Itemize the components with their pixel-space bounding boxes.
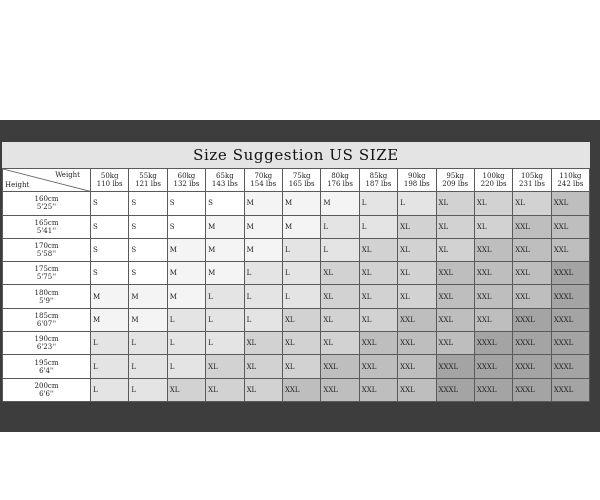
size-cell: M xyxy=(282,192,320,215)
height-header-cell xyxy=(3,238,91,261)
size-cell: M xyxy=(282,215,320,238)
table-row xyxy=(3,238,590,261)
size-cell: XXXL xyxy=(513,308,551,331)
size-cell: L xyxy=(206,308,244,331)
height-header-cell xyxy=(3,262,91,285)
size-cell: XXL xyxy=(359,378,397,401)
weight-header-cell xyxy=(91,169,129,192)
size-cell: XXL xyxy=(513,262,551,285)
weight-lbs: 121 lbs xyxy=(135,180,162,189)
weight-header-cell xyxy=(244,169,282,192)
size-cell: L xyxy=(244,308,282,331)
size-cell: XL xyxy=(321,332,359,355)
size-cell: XL xyxy=(282,332,320,355)
size-cell: XL xyxy=(436,192,474,215)
size-cell: S xyxy=(167,215,205,238)
weight-header-cell xyxy=(321,169,359,192)
weight-header-cell xyxy=(474,169,512,192)
height-cm: 190cm xyxy=(34,335,59,344)
weight-kg: 50kg xyxy=(100,172,119,181)
size-cell: XL xyxy=(206,378,244,401)
size-cell: XL xyxy=(359,262,397,285)
weight-kg: 105kg xyxy=(520,172,544,181)
weight-lbs: 220 lbs xyxy=(480,180,507,189)
size-cell: L xyxy=(91,378,129,401)
size-cell: M xyxy=(206,262,244,285)
weight-kg: 70kg xyxy=(254,172,273,181)
size-cell: M xyxy=(91,285,129,308)
size-cell: S xyxy=(91,192,129,215)
size-cell: XXXL xyxy=(551,308,589,331)
size-cell: XXXL xyxy=(474,332,512,355)
height-header-cell xyxy=(3,332,91,355)
height-cm: 180cm xyxy=(34,288,59,297)
size-cell: L xyxy=(129,378,167,401)
weight-kg: 85kg xyxy=(369,172,388,181)
weight-kg: 55kg xyxy=(139,172,157,181)
size-cell: XXL xyxy=(474,262,512,285)
size-cell: L xyxy=(167,308,205,331)
size-cell: S xyxy=(206,192,244,215)
size-cell: XL xyxy=(359,285,397,308)
size-cell: M xyxy=(167,262,205,285)
weight-lbs: 176 lbs xyxy=(327,180,353,189)
weight-lbs: 209 lbs xyxy=(442,180,469,189)
weight-header-cell xyxy=(129,169,167,192)
size-cell: XL xyxy=(321,285,359,308)
size-cell: XXL xyxy=(359,332,397,355)
weight-kg: 90kg xyxy=(408,172,426,181)
table-row xyxy=(3,308,590,331)
size-cell: XL xyxy=(359,238,397,261)
size-cell: XL xyxy=(206,355,244,378)
weight-kg: 75kg xyxy=(292,172,311,181)
size-chart xyxy=(2,142,590,402)
table-row xyxy=(3,192,590,215)
size-cell: XXL xyxy=(436,262,474,285)
size-cell: XL xyxy=(513,192,551,215)
size-cell: XXL xyxy=(513,238,551,261)
size-cell: M xyxy=(129,308,167,331)
size-cell: XL xyxy=(282,308,320,331)
weight-kg: 110kg xyxy=(559,172,582,181)
size-cell: XXXL xyxy=(551,262,589,285)
size-table xyxy=(2,168,590,402)
weight-lbs: 132 lbs xyxy=(173,180,200,189)
size-cell: M xyxy=(206,215,244,238)
size-cell: M xyxy=(206,238,244,261)
size-cell: S xyxy=(167,192,205,215)
height-axis-label: Height xyxy=(5,181,30,190)
size-cell: L xyxy=(398,192,436,215)
chart-title: Size Suggestion US SIZE xyxy=(2,142,590,169)
size-cell: XXL xyxy=(551,238,589,261)
weight-kg: 95kg xyxy=(446,172,465,181)
height-cm: 200cm xyxy=(34,381,59,390)
size-cell: XXL xyxy=(436,332,474,355)
size-cell: XXXL xyxy=(513,378,551,401)
size-cell: M xyxy=(167,285,205,308)
size-cell: S xyxy=(129,215,167,238)
size-cell: XL xyxy=(282,355,320,378)
size-cell: L xyxy=(282,262,320,285)
height-cm: 185cm xyxy=(34,311,59,320)
size-cell: XXL xyxy=(474,238,512,261)
weight-lbs: 242 lbs xyxy=(557,180,584,189)
size-cell: S xyxy=(129,192,167,215)
height-cm: 175cm xyxy=(34,265,59,274)
height-cm: 195cm xyxy=(34,358,59,367)
weight-kg: 60kg xyxy=(177,172,196,181)
weight-header-cell xyxy=(551,169,589,192)
height-ft: 5'75'' xyxy=(36,273,57,282)
size-cell: XXL xyxy=(282,378,320,401)
size-cell: M xyxy=(129,285,167,308)
table-row xyxy=(3,378,590,401)
size-cell: L xyxy=(282,285,320,308)
size-cell: L xyxy=(91,355,129,378)
weight-header-cell xyxy=(167,169,205,192)
size-cell: M xyxy=(244,192,282,215)
height-cm: 165cm xyxy=(34,218,59,227)
size-cell: M xyxy=(244,238,282,261)
size-cell: L xyxy=(129,355,167,378)
size-cell: XXL xyxy=(513,215,551,238)
size-cell: M xyxy=(91,308,129,331)
height-ft: 6'07'' xyxy=(36,319,57,328)
size-cell: XL xyxy=(321,262,359,285)
size-cell: XXL xyxy=(474,285,512,308)
size-cell: XXL xyxy=(398,308,436,331)
size-cell: XL xyxy=(398,285,436,308)
size-cell: L xyxy=(167,332,205,355)
size-cell: XXL xyxy=(398,378,436,401)
weight-axis-label: Weight xyxy=(55,171,80,179)
table-row xyxy=(3,355,590,378)
size-cell: XXL xyxy=(436,308,474,331)
height-header-cell xyxy=(3,355,91,378)
weight-kg: 65kg xyxy=(216,172,234,181)
size-cell: XXL xyxy=(513,285,551,308)
size-cell: M xyxy=(167,238,205,261)
size-cell: XXL xyxy=(398,355,436,378)
size-cell: XL xyxy=(398,215,436,238)
height-ft: 6'23'' xyxy=(36,343,57,352)
size-cell: XXL xyxy=(551,192,589,215)
size-cell: M xyxy=(321,192,359,215)
height-header-cell xyxy=(3,192,91,215)
size-cell: XXXL xyxy=(551,378,589,401)
size-cell: XXXL xyxy=(551,285,589,308)
size-cell: XL xyxy=(359,308,397,331)
weight-header-cell xyxy=(206,169,244,192)
weight-header-cell xyxy=(282,169,320,192)
size-cell: XXXL xyxy=(513,332,551,355)
size-cell: L xyxy=(244,262,282,285)
size-cell: XXL xyxy=(398,332,436,355)
size-cell: L xyxy=(321,215,359,238)
size-cell: L xyxy=(359,192,397,215)
size-cell: XL xyxy=(436,238,474,261)
size-cell: L xyxy=(206,285,244,308)
size-cell: S xyxy=(129,238,167,261)
weight-kg: 100kg xyxy=(482,172,505,181)
size-cell: L xyxy=(282,238,320,261)
weight-kg: 80kg xyxy=(331,172,349,181)
weight-lbs: 110 lbs xyxy=(96,180,123,189)
size-cell: XXXL xyxy=(474,378,512,401)
height-ft: 5'25'' xyxy=(36,203,57,212)
size-cell: XL xyxy=(167,378,205,401)
size-cell: L xyxy=(359,215,397,238)
height-ft: 5'58'' xyxy=(36,250,57,259)
size-cell: XL xyxy=(321,308,359,331)
table-row xyxy=(3,332,590,355)
size-cell: XL xyxy=(474,192,512,215)
height-cm: 160cm xyxy=(34,195,59,204)
size-cell: M xyxy=(244,215,282,238)
size-cell: XXL xyxy=(436,285,474,308)
size-cell: XXL xyxy=(474,308,512,331)
size-cell: S xyxy=(91,238,129,261)
corner-cell xyxy=(3,169,91,192)
size-cell: XXXL xyxy=(551,332,589,355)
height-header-cell xyxy=(3,308,91,331)
height-header-cell xyxy=(3,285,91,308)
weight-lbs: 187 lbs xyxy=(365,180,392,189)
weight-header-cell xyxy=(436,169,474,192)
weight-lbs: 165 lbs xyxy=(288,180,315,189)
size-cell: XL xyxy=(244,355,282,378)
size-cell: XXL xyxy=(359,355,397,378)
weight-lbs: 154 lbs xyxy=(250,180,277,189)
weight-header-cell xyxy=(513,169,551,192)
height-header-cell xyxy=(3,378,91,401)
size-cell: L xyxy=(129,332,167,355)
size-cell: XL xyxy=(398,262,436,285)
size-cell: XXL xyxy=(321,378,359,401)
size-cell: S xyxy=(91,215,129,238)
height-ft: 5'41'' xyxy=(36,226,57,235)
size-cell: XXL xyxy=(321,355,359,378)
size-cell: XXXL xyxy=(474,355,512,378)
height-ft: 5'9'' xyxy=(39,296,54,305)
size-cell: XXXL xyxy=(551,355,589,378)
size-cell: XL xyxy=(244,332,282,355)
size-cell: L xyxy=(167,355,205,378)
size-cell: L xyxy=(321,238,359,261)
table-row xyxy=(3,215,590,238)
weight-lbs: 143 lbs xyxy=(211,180,238,189)
height-header-cell xyxy=(3,215,91,238)
height-cm: 170cm xyxy=(34,242,59,251)
size-cell: XXL xyxy=(551,215,589,238)
size-cell: XL xyxy=(398,238,436,261)
size-cell: L xyxy=(91,332,129,355)
size-cell: L xyxy=(244,285,282,308)
table-row xyxy=(3,285,590,308)
table-row xyxy=(3,262,590,285)
weight-lbs: 231 lbs xyxy=(519,180,545,189)
height-ft: 6'6'' xyxy=(39,389,54,398)
height-ft: 6'4'' xyxy=(39,366,54,375)
size-cell: XL xyxy=(474,215,512,238)
size-cell: XXXL xyxy=(436,378,474,401)
weight-header-cell xyxy=(398,169,436,192)
weight-header-cell xyxy=(359,169,397,192)
weight-lbs: 198 lbs xyxy=(403,180,430,189)
size-cell: S xyxy=(129,262,167,285)
size-cell: S xyxy=(91,262,129,285)
size-cell: XL xyxy=(436,215,474,238)
size-cell: XXXL xyxy=(513,355,551,378)
size-cell: XL xyxy=(244,378,282,401)
size-cell: XXXL xyxy=(436,355,474,378)
weight-header-row xyxy=(3,169,590,192)
size-cell: L xyxy=(206,332,244,355)
